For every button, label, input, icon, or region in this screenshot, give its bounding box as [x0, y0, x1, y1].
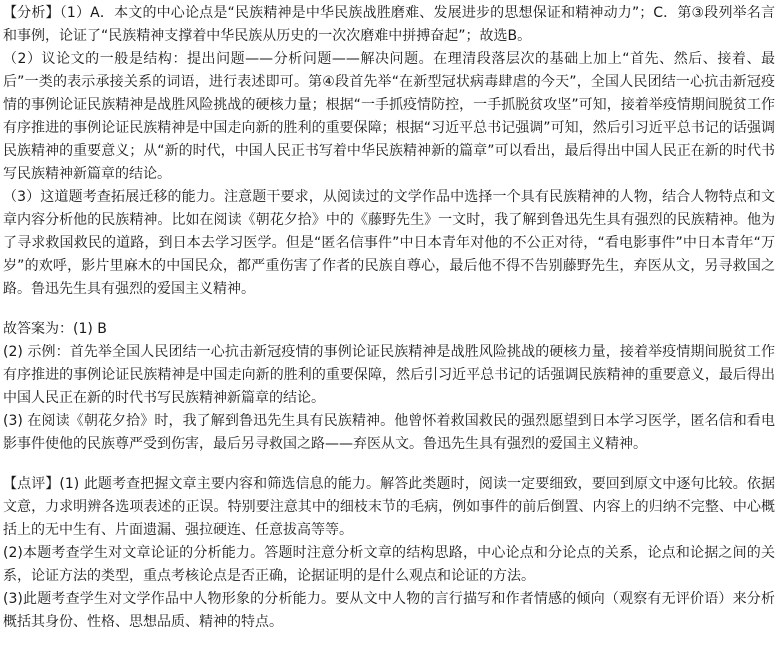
answer-paragraph-2: (2) 示例：首先举全国人民团结一心抗击新冠疫情的事例论证民族精神是战胜风险挑战的硬核力量，接着举疫情期间脱贫工作有序推进的事例论证民族精神是中国走向新的胜利的重要保障，然后引习近平总书记的话强调民族精神的重要意义，最后得出中国人民正在新的时代书写民族精神新篇章的结论。 [3, 344, 775, 406]
comment-paragraph-3: (3)此题考查学生对文学作品中人物形象的分析能力。要从文中人物的言行描写和作者情感的倾向（观察有无评价语）来分析概括其身份、性格、思想品质、精神的特点。 [3, 591, 775, 630]
answer-paragraph-3: (3) 在阅读《朝花夕拾》时，我了解到鲁迅先生具有民族精神。他曾怀着救国救民的强烈愿望到日本学习医学，匿名信和看电影事件使他的民族尊严受到伤害，最后另寻救国之路——弃医从文。鲁迅先生具有强烈的爱国主义精神。 [3, 413, 775, 452]
analysis-paragraph-1: 【分析】（1）A．本文的中心论点是“民族精神是中华民族战胜磨难、发展进步的思想保证和精神动力”；C．第③段列举名言和事例，论证了“民族精神支撑着中华民族从历史的一次次磨难中拼搏奋起”；故选B。 [3, 5, 775, 44]
answer-section [3, 318, 775, 456]
analysis-paragraph-3: （3）这道题考查拓展迁移的能力。注意题干要求，从阅读过的文学作品中选择一个具有民族精神的人物，结合人物特点和文章内容分析他的民族精神。比如在阅读《朝花夕拾》中的《藤野先生》一文时，我了解到鲁迅先生具有强烈的民族精神。他为了寻求救国救民的道路，到日本去学习医学。但是“匿名信事件”中日本青年对他的不公正对待，“看电影事件”中日本青年“万岁”的欢呼，影片里麻木的中国民众，都严重伤害了作者的民族自尊心，最后他不得不告别藤野先生，弃医从文，另寻救国之路。鲁迅先生具有强烈的爱国主义精神。 [3, 189, 775, 297]
answer-paragraph-1: 故答案为：(1) B [3, 321, 107, 337]
analysis-section [3, 2, 775, 301]
solution-document [3, 2, 775, 634]
section-gap [3, 456, 775, 473]
analysis-paragraph-2: （2）议论文的一般是结构：提出问题——分析问题——解决问题。在理清段落层次的基础上加上“首先、然后、接着、最后”一类的表示承接关系的词语，进行表述即可。第④段首先举“在新型冠状病毒肆虐的今天”，全国人民团结一心抗击新冠疫情的事例论证民族精神是战胜风险挑战的硬核力量；根据“一手抓疫情防控，一手抓脱贫攻坚”可知，接着举疫情期间脱贫工作有序推进的事例论证民族精神是中国走向新的胜利的重要保障；根据“习近平总书记强调”可知，然后引习近平总书记的话强调民族精神的重要意义；从“新的时代，中国人民正书写着中华民族精神新的篇章”可以看出，最后得出中国人民正在新的时代书写民族精神新篇章的结论。 [3, 51, 775, 182]
section-gap [3, 301, 775, 318]
comment-paragraph-2: (2)本题考查学生对文章论证的分析能力。答题时注意分析文章的结构思路，中心论点和分论点的关系，论点和论据之间的关系，论证方法的类型，重点考核论点是否正确，论据证明的是什么观点和论证的方法。 [3, 545, 775, 584]
comment-paragraph-1: 【点评】(1) 此题考查把握文章主要内容和筛选信息的能力。解答此类题时，阅读一定要细致，要回到原文中逐句比较。依据文意，力求明辨各选项表述的正误。特别要注意其中的细枝末节的毛病，例如事件的前后倒置、内容上的归纳不完整、中心概括上的无中生有、片面遗漏、强拉硬连、任意拔高等等。 [3, 476, 775, 538]
comment-section [3, 473, 775, 634]
